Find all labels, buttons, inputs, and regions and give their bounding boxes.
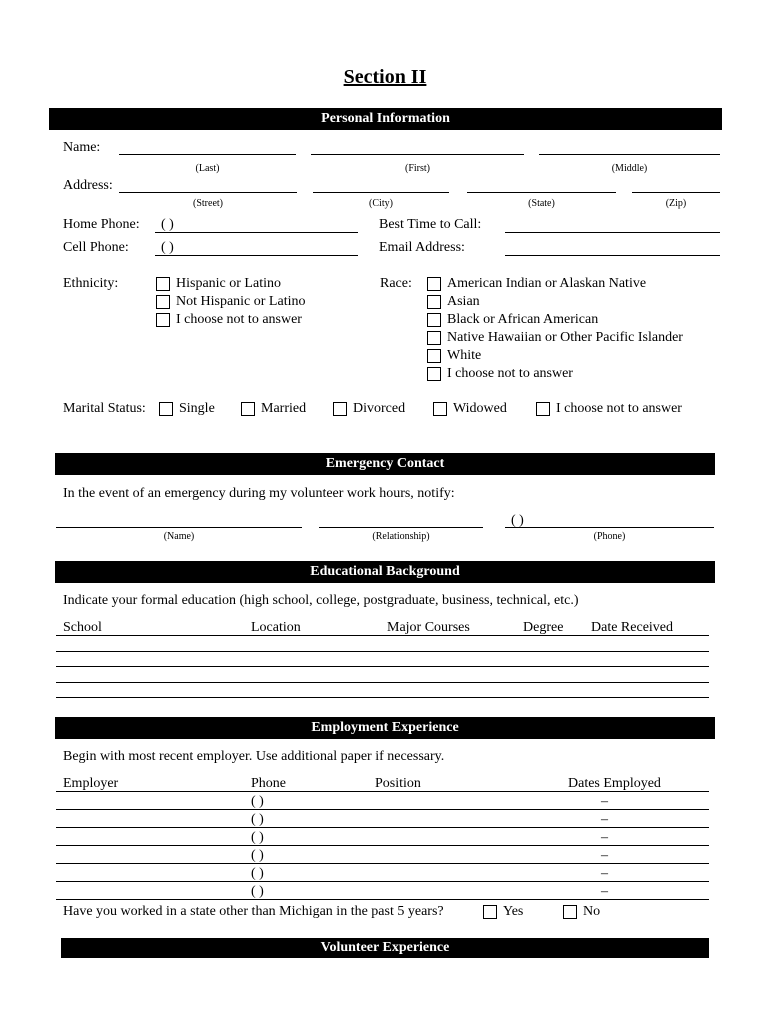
- marital-status-label: Marital Status:: [63, 401, 146, 416]
- employment-row-dash: –: [601, 812, 608, 827]
- emergency-contact-header: Emergency Contact: [55, 453, 715, 475]
- employment-experience-header: Employment Experience: [55, 717, 715, 739]
- marital-option: Single: [179, 401, 215, 416]
- employment-row-line[interactable]: [56, 863, 709, 864]
- employment-row-dash: –: [601, 794, 608, 809]
- employment-row-line[interactable]: [56, 809, 709, 810]
- education-intro: Indicate your formal education (high school, college, postgraduate, business, technical, etc.): [63, 593, 579, 608]
- race-no-answer-checkbox[interactable]: [427, 367, 441, 381]
- home-phone-paren: ( ): [161, 217, 174, 232]
- employment-header-rule: [56, 791, 709, 792]
- employment-col-position: Position: [375, 776, 421, 791]
- employment-row-line[interactable]: [56, 845, 709, 846]
- employment-row-dash: –: [601, 884, 608, 899]
- race-option: I choose not to answer: [447, 366, 573, 381]
- marital-divorced-checkbox[interactable]: [333, 402, 347, 416]
- email-field[interactable]: [505, 255, 720, 256]
- ethnicity-option: I choose not to answer: [176, 312, 302, 327]
- home-phone-field[interactable]: [155, 232, 358, 233]
- marital-no-answer-checkbox[interactable]: [536, 402, 550, 416]
- city-sublabel: (City): [369, 198, 393, 209]
- race-asian-checkbox[interactable]: [427, 295, 441, 309]
- michigan-yes-label: Yes: [503, 904, 524, 919]
- emergency-intro: In the event of an emergency during my volunteer work hours, notify:: [63, 486, 455, 501]
- state-field[interactable]: [467, 192, 616, 193]
- michigan-no-label: No: [583, 904, 601, 919]
- emergency-name-sublabel: (Name): [163, 531, 195, 542]
- first-sublabel: (First): [405, 163, 430, 174]
- race-label: Race:: [380, 276, 412, 291]
- section-title: Section II: [343, 66, 427, 88]
- emergency-phone-field[interactable]: [505, 527, 714, 528]
- marital-married-checkbox[interactable]: [241, 402, 255, 416]
- employment-row-line[interactable]: [56, 899, 709, 900]
- street-sublabel: (Street): [193, 198, 223, 209]
- marital-single-checkbox[interactable]: [159, 402, 173, 416]
- education-row-line[interactable]: [56, 682, 709, 683]
- race-black-checkbox[interactable]: [427, 313, 441, 327]
- education-col-degree: Degree: [523, 620, 564, 635]
- first-name-field[interactable]: [311, 154, 524, 155]
- zip-sublabel: (Zip): [665, 198, 687, 209]
- education-header-rule: [56, 635, 709, 636]
- best-time-label: Best Time to Call:: [379, 217, 482, 232]
- email-label: Email Address:: [379, 240, 465, 255]
- educational-background-header: Educational Background: [55, 561, 715, 583]
- marital-option: Divorced: [353, 401, 406, 416]
- ethnicity-label: Ethnicity:: [63, 276, 119, 291]
- race-option: White: [447, 348, 482, 363]
- ethnicity-hispanic-checkbox[interactable]: [156, 277, 170, 291]
- employment-col-employer: Employer: [63, 776, 119, 791]
- ethnicity-option: Hispanic or Latino: [176, 276, 281, 291]
- marital-option: Widowed: [453, 401, 507, 416]
- education-col-major: Major Courses: [387, 620, 470, 635]
- michigan-yes-checkbox[interactable]: [483, 905, 497, 919]
- cell-phone-field[interactable]: [155, 255, 358, 256]
- employment-row-dash: –: [601, 848, 608, 863]
- volunteer-experience-header: Volunteer Experience: [61, 938, 709, 958]
- race-american-indian-checkbox[interactable]: [427, 277, 441, 291]
- education-col-date: Date Received: [591, 620, 674, 635]
- state-sublabel: (State): [528, 198, 555, 209]
- employment-row-phone: ( ): [251, 866, 264, 881]
- employment-col-phone: Phone: [251, 776, 286, 791]
- home-phone-label: Home Phone:: [63, 217, 140, 232]
- education-row-line[interactable]: [56, 651, 709, 652]
- employment-row-phone: ( ): [251, 830, 264, 845]
- emergency-relationship-sublabel: (Relationship): [372, 531, 430, 542]
- marital-option: Married: [261, 401, 307, 416]
- cell-phone-paren: ( ): [161, 240, 174, 255]
- race-option: Asian: [447, 294, 480, 309]
- ethnicity-no-answer-checkbox[interactable]: [156, 313, 170, 327]
- education-row-line[interactable]: [56, 666, 709, 667]
- race-option: Black or African American: [447, 312, 599, 327]
- race-option: American Indian or Alaskan Native: [447, 276, 647, 291]
- best-time-field[interactable]: [505, 232, 720, 233]
- emergency-phone-sublabel: (Phone): [593, 531, 626, 542]
- emergency-phone-paren: ( ): [511, 513, 524, 528]
- race-option: Native Hawaiian or Other Pacific Islander: [447, 330, 683, 345]
- employment-row-line[interactable]: [56, 827, 709, 828]
- education-row-line[interactable]: [56, 697, 709, 698]
- name-label: Name:: [63, 140, 101, 155]
- address-label: Address:: [63, 178, 113, 193]
- employment-col-dates: Dates Employed: [568, 776, 661, 791]
- cell-phone-label: Cell Phone:: [63, 240, 129, 255]
- city-field[interactable]: [313, 192, 449, 193]
- education-col-school: School: [63, 620, 102, 635]
- zip-field[interactable]: [632, 192, 720, 193]
- education-col-location: Location: [251, 620, 301, 635]
- race-pacific-islander-checkbox[interactable]: [427, 331, 441, 345]
- middle-name-field[interactable]: [539, 154, 720, 155]
- employment-row-line[interactable]: [56, 881, 709, 882]
- employment-row-phone: ( ): [251, 794, 264, 809]
- personal-information-header: Personal Information: [49, 108, 722, 130]
- employment-row-dash: –: [601, 830, 608, 845]
- emergency-name-field[interactable]: [56, 527, 302, 528]
- street-field[interactable]: [119, 192, 297, 193]
- middle-sublabel: (Middle): [611, 163, 648, 174]
- employment-intro: Begin with most recent employer. Use additional paper if necessary.: [63, 749, 445, 764]
- michigan-question: Have you worked in a state other than Michigan in the past 5 years?: [63, 904, 444, 919]
- michigan-no-checkbox[interactable]: [563, 905, 577, 919]
- employment-row-dash: –: [601, 866, 608, 881]
- ethnicity-option: Not Hispanic or Latino: [176, 294, 306, 309]
- emergency-relationship-field[interactable]: [319, 527, 483, 528]
- employment-row-phone: ( ): [251, 812, 264, 827]
- employment-row-phone: ( ): [251, 884, 264, 899]
- marital-widowed-checkbox[interactable]: [433, 402, 447, 416]
- employment-row-phone: ( ): [251, 848, 264, 863]
- ethnicity-not-hispanic-checkbox[interactable]: [156, 295, 170, 309]
- marital-option: I choose not to answer: [556, 401, 682, 416]
- race-white-checkbox[interactable]: [427, 349, 441, 363]
- last-sublabel: (Last): [195, 163, 220, 174]
- last-name-field[interactable]: [119, 154, 296, 155]
